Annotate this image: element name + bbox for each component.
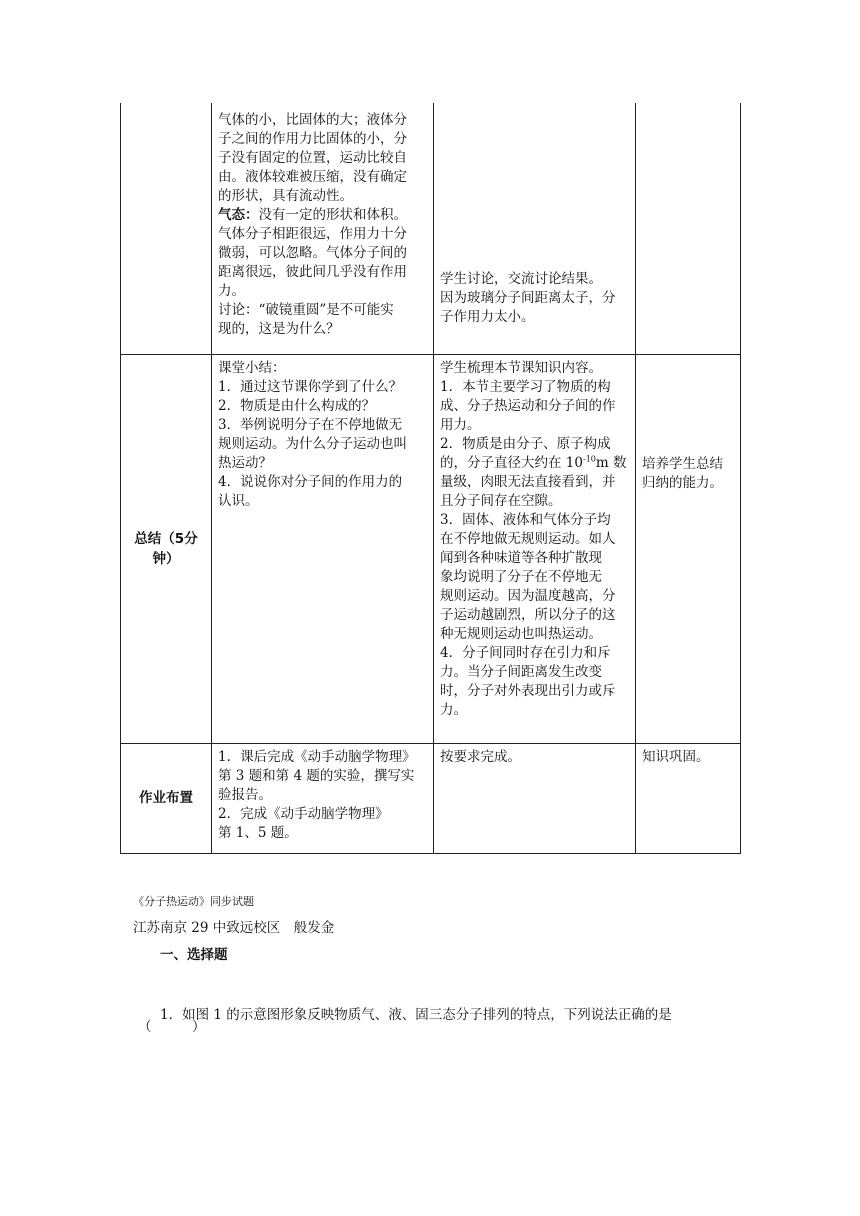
text-line: 3．固体、液体和气体分子均 <box>440 511 611 528</box>
text-line: 培养学生总结 <box>642 455 723 472</box>
content-cell <box>212 354 434 743</box>
text-line: 力。当分子间距离发生改变 <box>440 663 602 680</box>
table-row <box>121 354 741 743</box>
text-line: 2．物质是由什么构成的？ <box>218 397 376 414</box>
text-line: 4．分子间同时存在引力和斥 <box>440 644 611 661</box>
gas-line <box>218 206 427 225</box>
text-line: 子没有固定的位置，运动比较自 <box>218 150 407 166</box>
goal-cell <box>636 354 741 743</box>
text-line: 成、分子热运动和分子间的作 <box>440 397 616 414</box>
text-line: 认识。 <box>218 492 259 509</box>
text-line: 归纳的能力。 <box>642 474 723 491</box>
text-line: 热运动？ <box>218 454 272 471</box>
text-line: 验报告。 <box>218 786 272 803</box>
stage-cell-homework: 作业布置 <box>121 743 212 853</box>
text-line: 学生讨论，交流讨论结果。 <box>440 271 602 287</box>
text-line: 微弱，可以忽略。气体分子间的 <box>218 245 407 261</box>
text-line: 1．课后完成《动手动脑学物理》 <box>218 748 416 765</box>
section-heading: 一、选择题 <box>160 947 228 963</box>
text-line-exponent <box>440 454 629 473</box>
lesson-plan-table <box>120 103 741 854</box>
text-line: 第 1、5 题。 <box>218 824 298 841</box>
text-line: 因为玻璃分子间距离太子，分 <box>440 290 616 306</box>
text-line: 时，分子对外表现出引力或斥 <box>440 682 616 699</box>
text-line: 闻到各种味道等各种扩散现 <box>440 549 602 566</box>
text-line: 力。 <box>440 701 467 718</box>
text-line: 3．举例说明分子在不停地做无 <box>218 416 403 433</box>
student-cell <box>434 354 636 743</box>
answer-paren: （ ） <box>138 1019 206 1035</box>
text-line: 子运动越剧烈，所以分子的这 <box>440 606 616 623</box>
text-line: 力。 <box>218 283 245 299</box>
text-line: 规则运动。为什么分子运动也叫 <box>218 435 407 452</box>
text-line: 子作用力太小。 <box>440 309 535 325</box>
gas-label: 气态： <box>218 207 259 223</box>
text-line: 课堂小结： <box>218 359 286 376</box>
text-line: 第 3 题和第 4 题的实验，撰写实 <box>218 767 415 784</box>
goal-cell <box>636 743 741 853</box>
text-line: 按要求完成。 <box>440 748 521 765</box>
student-cell <box>434 103 636 354</box>
table-row <box>121 743 741 853</box>
test-title: 《分子热运动》同步试题 <box>133 895 254 908</box>
text-line: 学生梳理本节课知识内容。 <box>440 359 602 376</box>
content-cell <box>212 103 434 354</box>
text-line: 象均说明了分子在不停地无 <box>440 568 602 585</box>
stage-cell <box>121 103 212 354</box>
student-cell <box>434 743 636 853</box>
text-line: 种无规则运动也叫热运动。 <box>440 625 602 642</box>
text-line: 讨论：“破镜重圆”是不可能实 <box>218 302 394 318</box>
text-line: 距离很远，彼此间几乎没有作用 <box>218 264 407 280</box>
exponent: -10 <box>582 454 596 463</box>
table-row <box>121 103 741 354</box>
author-line: 江苏南京 29 中致远校区 般发金 <box>133 920 335 936</box>
content-cell <box>212 743 434 853</box>
text-line: 的形状，具有流动性。 <box>218 188 353 204</box>
text-line: 用力。 <box>440 416 481 433</box>
text-line: 2．完成《动手动脑学物理》 <box>218 805 389 822</box>
text-line: 量级，肉眼无法直接看到，并 <box>440 473 616 490</box>
text-line: 2．物质是由分子、原子构成 <box>440 435 611 452</box>
goal-cell <box>636 103 741 354</box>
gas-text: 没有一定的形状和体积。 <box>258 207 407 223</box>
text-line: 1．本节主要学习了物质的构 <box>440 378 611 395</box>
text-line: 由。液体较难被压缩，没有确定 <box>218 169 407 185</box>
text-line: 1．通过这节课你学到了什么？ <box>218 378 403 395</box>
text-fragment: m 数 <box>595 454 627 471</box>
question-1: 1．如图 1 的示意图形象反映物质气、液、固三态分子排列的特点，下列说法正确的是 <box>160 1007 672 1023</box>
text-line: 在不停地做无规则运动。如人 <box>440 530 616 547</box>
stage-cell-summary: 总结（5分钟） <box>121 354 212 743</box>
text-line: 知识巩固。 <box>642 748 710 765</box>
text-line: 4．说说你对分子间的作用力的 <box>218 473 403 490</box>
text-line: 规则运动。因为温度越高，分 <box>440 587 616 604</box>
text-line: 现的，这是为什么？ <box>218 321 340 337</box>
text-line: 气体的小，比固体的大；液体分 <box>218 112 407 128</box>
text-line: 气体分子相距很远，作用力十分 <box>218 226 407 242</box>
text-line: 子之间的作用力比固体的小，分 <box>218 131 407 147</box>
text-fragment: 的，分子直径大约在 10 <box>440 454 583 471</box>
text-line: 且分子间存在空隙。 <box>440 492 562 509</box>
